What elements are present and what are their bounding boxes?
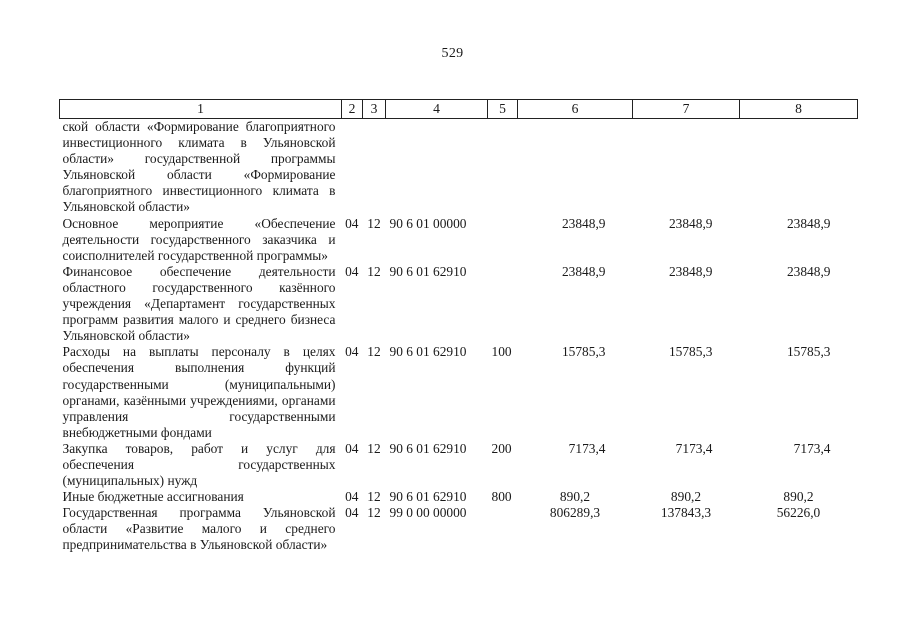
row-target-article [386, 119, 488, 216]
row-amount-col7: 7173,4 [675, 440, 713, 456]
row-target-article: 99 0 00 00000 [389, 505, 467, 521]
row-description: ской области «Формирование благоприятного инвестиционного климата в Ульяновской области» государственной программы Ульяновской области «Формирование благоприятного инвестиционного климата в Ульяновской области» [62, 119, 336, 215]
budget-table [59, 99, 858, 554]
table-row [60, 216, 858, 264]
page-number: 529 [441, 46, 464, 61]
table-row [60, 119, 858, 216]
table-row [60, 489, 858, 505]
table-row [60, 505, 858, 553]
row-subsection-code: 12 [367, 263, 381, 279]
row-target-article: 90 6 01 62910 [389, 344, 467, 360]
row-expense-type: 800 [491, 489, 512, 505]
row-amount-col8: 23848,9 [786, 215, 831, 231]
header-col-7: 7 [633, 100, 740, 119]
row-section-code [342, 119, 363, 216]
row-target-article: 90 6 01 62910 [389, 263, 467, 279]
table-row [60, 264, 858, 344]
row-subsection-code: 12 [367, 344, 381, 360]
row-description: Основное мероприятие «Обеспечение деятельности государственного заказчика и соисполнителей государственной программы» [62, 215, 336, 263]
header-col-2: 2 [342, 100, 363, 119]
row-subsection-code: 12 [367, 215, 381, 231]
row-subsection-code: 12 [367, 505, 381, 521]
row-section-code: 04 [345, 505, 359, 521]
row-description: Закупка товаров, работ и услуг для обеспечения государственных (муниципальных) нужд [62, 440, 336, 489]
row-expense-type [488, 216, 518, 264]
row-amount-col6: 23848,9 [561, 263, 606, 279]
table-header-row [60, 100, 858, 119]
row-amount-col6: 15785,3 [561, 344, 606, 360]
row-subsection-code: 12 [367, 440, 381, 456]
row-amount-col8: 890,2 [783, 489, 814, 505]
row-amount-col6: 806289,3 [549, 505, 601, 521]
row-subsection-code [363, 119, 386, 216]
header-col-5: 5 [488, 100, 518, 119]
row-target-article: 90 6 01 00000 [389, 215, 467, 231]
row-expense-type: 200 [491, 440, 512, 456]
row-section-code: 04 [345, 263, 359, 279]
row-expense-type: 100 [491, 344, 512, 360]
table-row [60, 441, 858, 489]
row-section-code: 04 [345, 489, 359, 505]
row-amount-col7: 23848,9 [668, 263, 713, 279]
row-amount-col8: 56226,0 [776, 505, 821, 521]
row-expense-type [488, 119, 518, 216]
row-amount-col7: 15785,3 [668, 344, 713, 360]
row-description: Иные бюджетные ассигнования [62, 489, 244, 505]
row-description: Финансовое обеспечение деятельности областного государственного казённого учреждения «Департамент государственных программ развития малого и среднего бизнеса Ульяновской области» [62, 263, 336, 344]
row-amount-col8: 7173,4 [793, 440, 831, 456]
row-amount-col8: 23848,9 [786, 263, 831, 279]
row-amount-col7: 890,2 [670, 489, 702, 505]
row-section-code: 04 [345, 440, 359, 456]
header-col-6: 6 [518, 100, 633, 119]
header-col-1: 1 [60, 100, 342, 119]
row-amount-col6: 23848,9 [561, 215, 606, 231]
row-expense-type [488, 264, 518, 344]
row-target-article: 90 6 01 62910 [389, 440, 467, 456]
header-col-8: 8 [740, 100, 858, 119]
row-expense-type [488, 505, 518, 553]
table-row [60, 344, 858, 441]
row-amount-col7: 137843,3 [660, 505, 712, 521]
row-amount-col6: 7173,4 [568, 440, 606, 456]
row-target-article: 90 6 01 62910 [389, 489, 467, 505]
row-amount-col6: 890,2 [559, 489, 591, 505]
row-section-code: 04 [345, 344, 359, 360]
row-amount-col8 [740, 119, 858, 216]
row-subsection-code: 12 [367, 489, 381, 505]
row-amount-col6 [518, 119, 633, 216]
row-section-code: 04 [345, 215, 359, 231]
header-col-3: 3 [363, 100, 386, 119]
header-col-4: 4 [386, 100, 488, 119]
row-description: Государственная программа Ульяновской области «Развитие малого и среднего предпринимательства в Ульяновской области» [62, 505, 336, 553]
row-amount-col7: 23848,9 [668, 215, 713, 231]
row-description: Расходы на выплаты персоналу в целях обеспечения выполнения функций государственными (муниципальными) органами, казёнными учреждениями, органами управления государственными внебюджетными фондами [62, 344, 336, 440]
row-amount-col7 [633, 119, 740, 216]
row-amount-col8: 15785,3 [786, 344, 831, 360]
